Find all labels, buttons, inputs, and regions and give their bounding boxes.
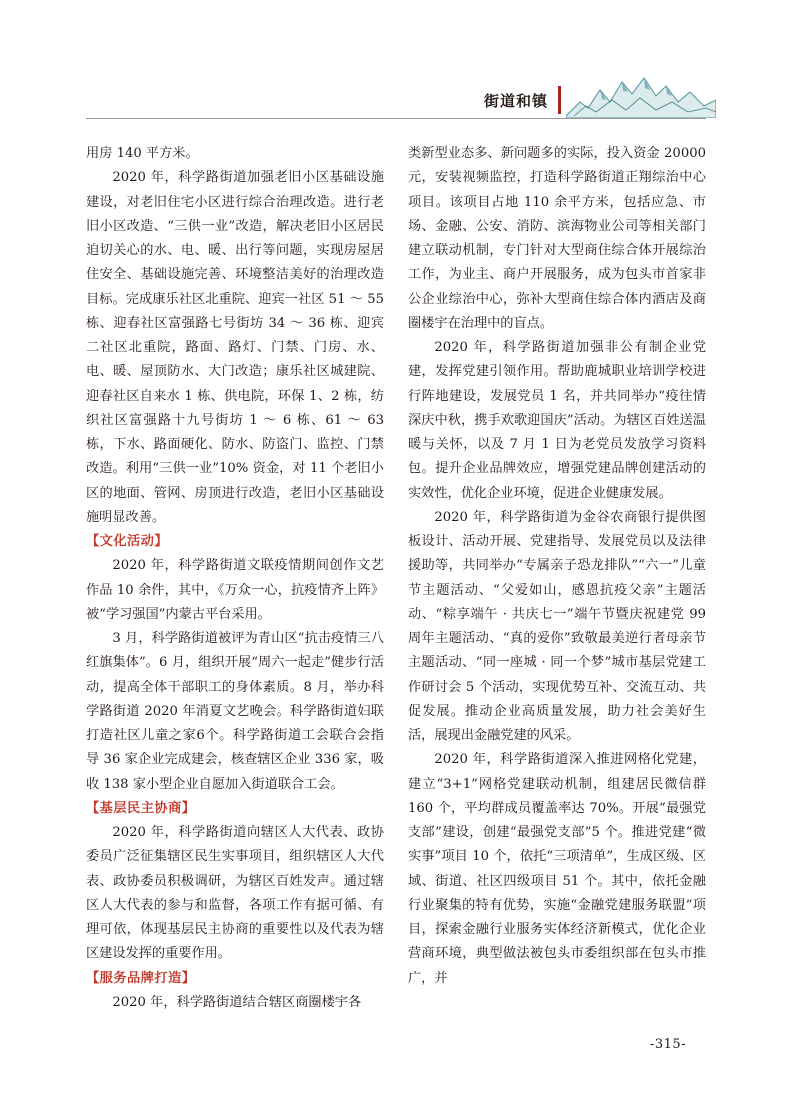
section-heading: 【基层民主协商】	[86, 800, 196, 816]
section-heading: 【服务品牌打造】	[86, 970, 196, 986]
paragraph: 2020 年，科学路街道加强老旧小区基础设施建设，对老旧住宅小区进行综合治理改造。进行老旧小区改造、“三供一业”改造，解决老旧小区居民迫切关心的水、电、暖、出行等问题，实现房屋居住安全、基础设施完善、环境整洁美好的治理改造目标。完成康乐社区北重院、迎宾一社区 51 ～ 55 栋、迎春社区富强路七号街坊 34 ～ 36 栋、迎宾二社区北重院，路面、路灯、门禁、门房、水、电、暖、屋顶防水、大门改造；康乐社区城建院、迎春社区自来水 1 栋、供电院，环保 1、2 栋，纺织社区富强路十九号街坊 1 ～ 6 栋、61 ～ 63 栋，下水、路面硬化、防水、防盗门、监控、门禁改造。利用“三供一业”10% 资金，对 11 个老旧小区的地面、管网、房顶进行改造，老旧小区基础设施明显改善。	[86, 170, 384, 525]
paragraph: 用房 140 平方米。	[86, 146, 199, 161]
header-divider	[86, 118, 706, 119]
paragraph: 3 月，科学路街道被评为青山区“抗击疫情三八红旗集体”。6 月，组织开展“周六一起走”健步行活动，提高全体干部职工的身体素质。8 月，举办科学路街道 2020 年消夏文艺晚会。科学路街道妇联打造社区儿童之家6个。科学路街道工会联合会指导 36 家企业完成建会，核查辖区企业 336 家，吸收 138 家小型企业自愿加入街道联合工会。	[86, 631, 384, 792]
paragraph: 2020 年，科学路街道结合辖区商圈楼宇各	[112, 994, 362, 1010]
paragraph: 2020 年，科学路街道向辖区人大代表、政协委员广泛征集辖区民生实事项目，组织辖区人大代表、政协委员积极调研，为辖区百姓发声。通过辖区人大代表的参与和监督，各项工作有据可循、有理可依，体现基层民主协商的重要性以及代表为辖区建设发挥的重要作用。	[86, 825, 384, 962]
paragraph: 2020 年，科学路街道加强非公有制企业党建，发挥党建引领作用。帮助鹿城职业培训学校进行阵地建设，发展党员 1 名，并共同举办“疫往情深庆中秋，携手欢歌迎国庆”活动。为辖区百姓送温暖与关怀，以及 7 月 1 日为老党员发放学习资料包。提升企业品牌效应，增强党建品牌创建活动的实效性，优化企业环境，促进企业健康发展。	[408, 340, 706, 501]
paragraph: 2020 年，科学路街道文联疫情期间创作文艺作品 10 余件，其中，《万众一心，抗疫情齐上阵》被“学习强国”内蒙古平台采用。	[86, 558, 384, 622]
right-column	[408, 142, 706, 991]
mountain-landscape-icon	[566, 72, 716, 118]
left-column	[86, 142, 384, 1015]
paragraph: 2020 年，科学路街道为金谷农商银行提供图板设计、活动开展、党建指导、发展党员以及法律援助等，共同举办“专属亲子恐龙排队”“六一”儿童节主题活动、“父爱如山，感恩抗疫父亲”主题活动、“粽享端午 · 共庆七一”端午节暨庆祝建党 99 周年主题活动、“真的爱你”致敬最美逆行者母亲节主题活动、“同一座城 · 同一个梦”城市基层党建工作研讨会 5 个活动，实现优势互补、交流互动、共促发展。推动企业高质量发展，助力社会美好生活，展现出金融党建的风采。	[408, 509, 706, 743]
page-header	[0, 72, 804, 120]
page-number: -315-	[650, 1037, 687, 1052]
header-accent-bar	[558, 86, 561, 114]
section-title: 街道和镇	[484, 92, 549, 110]
paragraph: 2020 年，科学路街道深入推进网格化党建，建立“3+1”网格党建联动机制，组建居民微信群 160 个，平均群成员覆盖率达 70%。开展“最强党支部”建设，创建“最强党支部”5 个。推进党建“微实事”项目 10 个，依托“三项清单”，生成区级、区域、街道、社区四级项目 51 个。其中，依托金融行业聚集的特有优势，实施“金融党建服务联盟”项目，探索金融行业服务实体经济新模式，优化企业营商环境，典型做法被包头市委组织部在包头市推广，并	[408, 752, 706, 986]
paragraph: 类新型业态多、新问题多的实际，投入资金 20000 元，安装视频监控，打造科学路街道正翔综治中心项目。该项目占地 110 余平方米，包括应急、市场、金融、公安、消防、滨海物业公司等相关部门建立联动机制，专门针对大型商住综合体开展综治工作，为业主、商户开展服务，成为包头市首家非公企业综治中心，弥补大型商住综合体内酒店及商圈楼宇在治理中的盲点。	[408, 146, 706, 331]
section-heading: 【文化活动】	[86, 534, 169, 549]
